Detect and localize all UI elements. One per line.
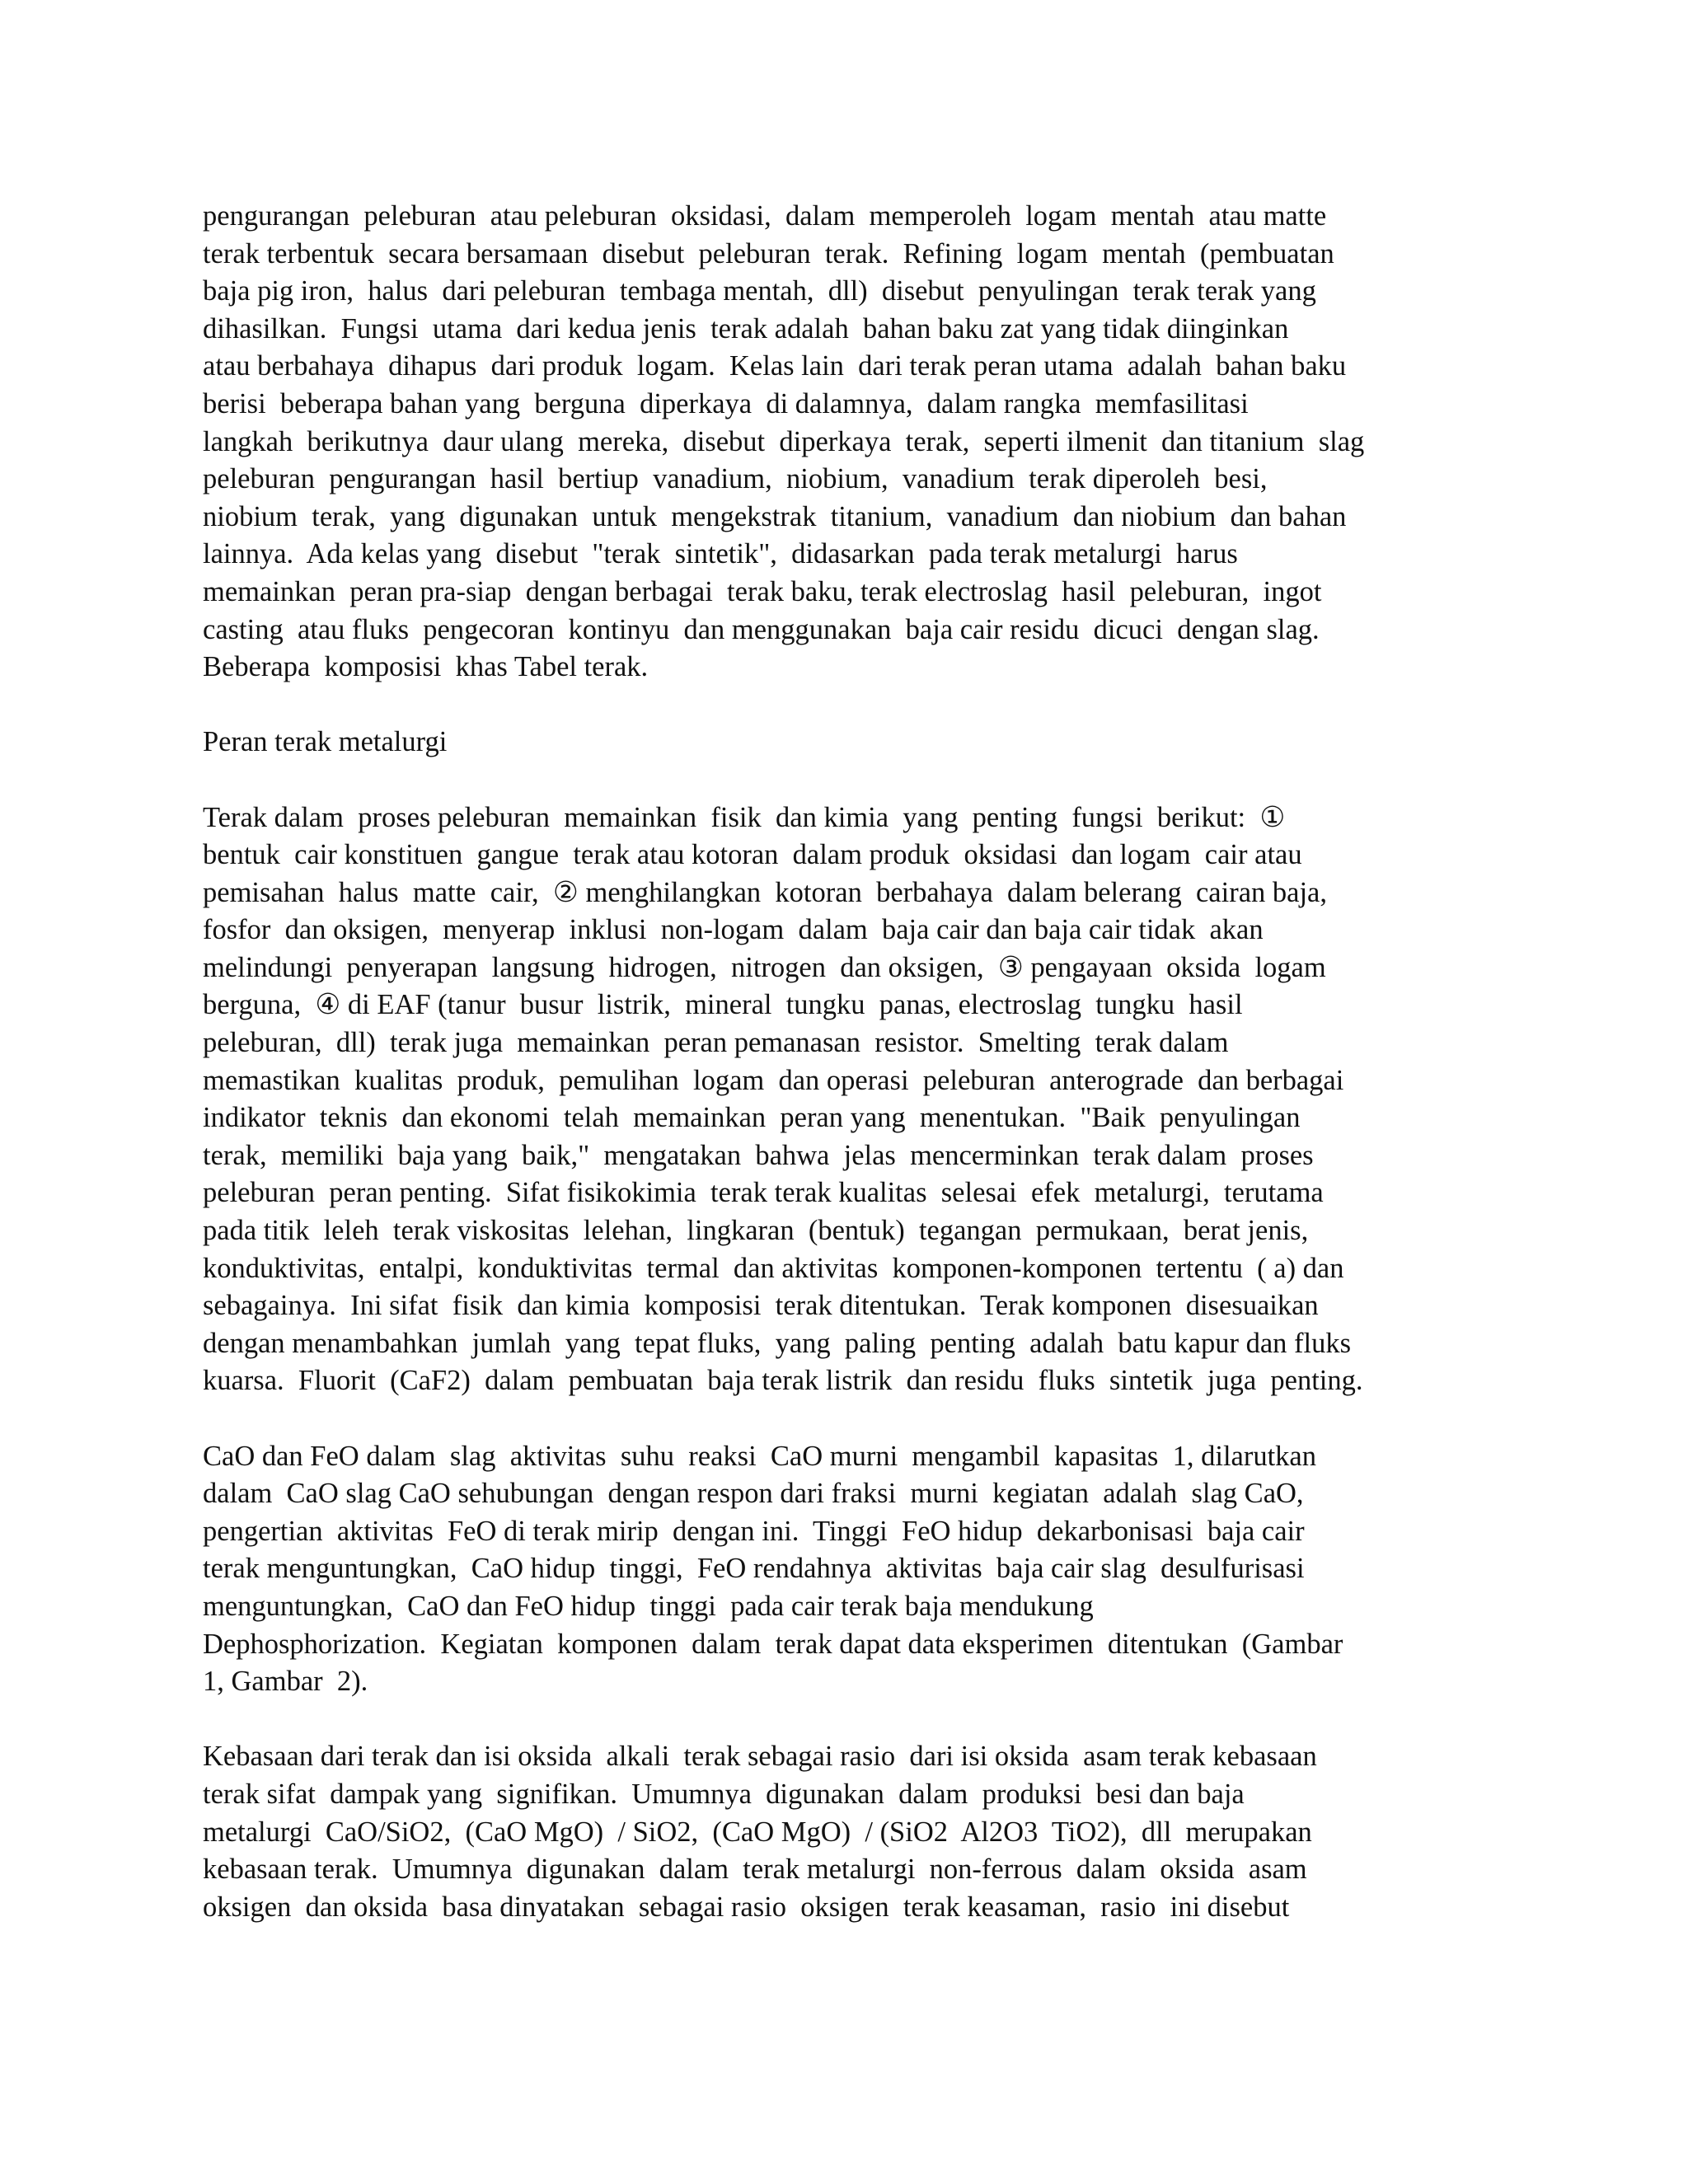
text-line: CaO dan FeO dalam slag aktivitas suhu reaksi CaO murni mengambil kapasitas 1, dilarutkan <box>203 1440 1316 1472</box>
text-line: pada titik leleh terak viskositas lelehan, lingkaran (bentuk) tegangan permukaan, berat jenis, <box>203 1215 1309 1247</box>
text-line: casting atau fluks pengecoran kontinyu dan menggunakan baja cair residu dicuci dengan slag. <box>203 613 1320 645</box>
text-line: kuarsa. Fluorit (CaF2) dalam pembuatan baja terak listrik dan residu fluks sintetik juga penting. <box>203 1365 1363 1397</box>
text-line: metalurgi CaO/SiO2, (CaO MgO) / SiO2, (CaO MgO) / (SiO2 Al2O3 TiO2), dll merupakan <box>203 1816 1312 1848</box>
text-line: dalam CaO slag CaO sehubungan dengan respon dari fraksi murni kegiatan adalah slag CaO, <box>203 1478 1304 1510</box>
paragraph-basicity <box>203 1738 1472 1926</box>
paragraph-gap <box>203 762 1472 799</box>
text-line: menguntungkan, CaO dan FeO hidup tinggi pada cair terak baja mendukung <box>203 1590 1094 1622</box>
text-line: dengan menambahkan jumlah yang tepat fluks, yang paling penting adalah batu kapur dan fluks <box>203 1327 1352 1359</box>
text-line: peleburan peran penting. Sifat fisikokimia terak terak kualitas selesai efek metalurgi, terutama <box>203 1177 1324 1209</box>
heading-text: Peran terak metalurgi <box>203 726 448 758</box>
text-line: peleburan pengurangan hasil bertiup vanadium, niobium, vanadium terak diperoleh besi, <box>203 463 1268 495</box>
paragraph-gap <box>203 1701 1472 1739</box>
paragraph-intro <box>203 198 1472 687</box>
text-line: dihasilkan. Fungsi utama dari kedua jenis terak adalah bahan baku zat yang tidak diinginkan <box>203 312 1289 344</box>
text-line: Dephosphorization. Kegiatan komponen dalam terak dapat data eksperimen ditentukan (Gambar <box>203 1628 1343 1660</box>
text-line: Kebasaan dari terak dan isi oksida alkali terak sebagai rasio dari isi oksida asam terak kebasaan <box>203 1741 1317 1773</box>
text-line: terak sifat dampak yang signifikan. Umumnya digunakan dalam produksi besi dan baja <box>203 1778 1245 1810</box>
text-line: langkah berikutnya daur ulang mereka, disebut diperkaya terak, seperti ilmenit dan titanium slag <box>203 425 1365 457</box>
text-line: kebasaan terak. Umumnya digunakan dalam terak metalurgi non-ferrous dalam oksida asam <box>203 1854 1307 1886</box>
text-line: pemisahan halus matte cair, ② menghilangkan kotoran berbahaya dalam belerang cairan baja, <box>203 876 1327 908</box>
text-line: bentuk cair konstituen gangue terak atau kotoran dalam produk oksidasi dan logam cair atau <box>203 839 1302 871</box>
text-line: konduktivitas, entalpi, konduktivitas termal dan aktivitas komponen-komponen tertentu ( a) dan <box>203 1252 1344 1284</box>
paragraph-slag-functions <box>203 799 1472 1401</box>
text-line: berguna, ④ di EAF (tanur busur listrik, mineral tungku panas, electroslag tungku hasil <box>203 989 1243 1021</box>
text-line: terak menguntungkan, CaO hidup tinggi, FeO rendahnya aktivitas baja cair slag desulfurisasi <box>203 1553 1305 1585</box>
text-line: pengertian aktivitas FeO di terak mirip dengan ini. Tinggi FeO hidup dekarbonisasi baja cair <box>203 1515 1305 1547</box>
text-line: Terak dalam proses peleburan memainkan fisik dan kimia yang penting fungsi berikut: ① <box>203 801 1286 833</box>
text-line: baja pig iron, halus dari peleburan tembaga mentah, dll) disebut penyulingan terak terak yang <box>203 275 1316 307</box>
text-line: sebagainya. Ini sifat fisik dan kimia komposisi terak ditentukan. Terak komponen disesuaikan <box>203 1290 1319 1322</box>
text-line: melindungi penyerapan langsung hidrogen, nitrogen dan oksigen, ③ pengayaan oksida logam <box>203 951 1326 983</box>
text-line: niobium terak, yang digunakan untuk mengekstrak titanium, vanadium dan niobium dan bahan <box>203 500 1347 532</box>
text-line: pengurangan peleburan atau peleburan oksidasi, dalam memperoleh logam mentah atau matte <box>203 200 1327 232</box>
text-line: 1, Gambar 2). <box>203 1666 368 1698</box>
text-line: fosfor dan oksigen, menyerap inklusi non-logam dalam baja cair dan baja cair tidak akan <box>203 914 1264 946</box>
text-line: Beberapa komposisi khas Tabel terak. <box>203 651 649 683</box>
text-line: terak, memiliki baja yang baik," mengatakan bahwa jelas mencerminkan terak dalam proses <box>203 1139 1314 1171</box>
text-line: atau berbahaya dihapus dari produk logam. Kelas lain dari terak peran utama adalah bahan baku <box>203 350 1347 382</box>
paragraph-gap <box>203 687 1472 724</box>
text-line: indikator teknis dan ekonomi telah memainkan peran yang menentukan. "Baik penyulingan <box>203 1102 1301 1134</box>
paragraph-gap <box>203 1400 1472 1438</box>
section-heading <box>203 724 1472 762</box>
text-line: peleburan, dll) terak juga memainkan peran pemanasan resistor. Smelting terak dalam <box>203 1027 1229 1059</box>
text-line: lainnya. Ada kelas yang disebut "terak sintetik", didasarkan pada terak metalurgi harus <box>203 538 1238 570</box>
text-line: memastikan kualitas produk, pemulihan logam dan operasi peleburan anterograde dan berbagai <box>203 1064 1344 1096</box>
text-line: memainkan peran pra-siap dengan berbagai terak baku, terak electroslag hasil peleburan, ingot <box>203 575 1322 607</box>
text-line: oksigen dan oksida basa dinyatakan sebagai rasio oksigen terak keasaman, rasio ini disebut <box>203 1891 1290 1923</box>
text-line: terak terbentuk secara bersamaan disebut peleburan terak. Refining logam mentah (pembuatan <box>203 237 1334 269</box>
document-body <box>203 198 1472 1926</box>
paragraph-cao-feo <box>203 1438 1472 1701</box>
text-line: berisi beberapa bahan yang berguna diperkaya di dalamnya, dalam rangka memfasilitasi <box>203 387 1249 419</box>
